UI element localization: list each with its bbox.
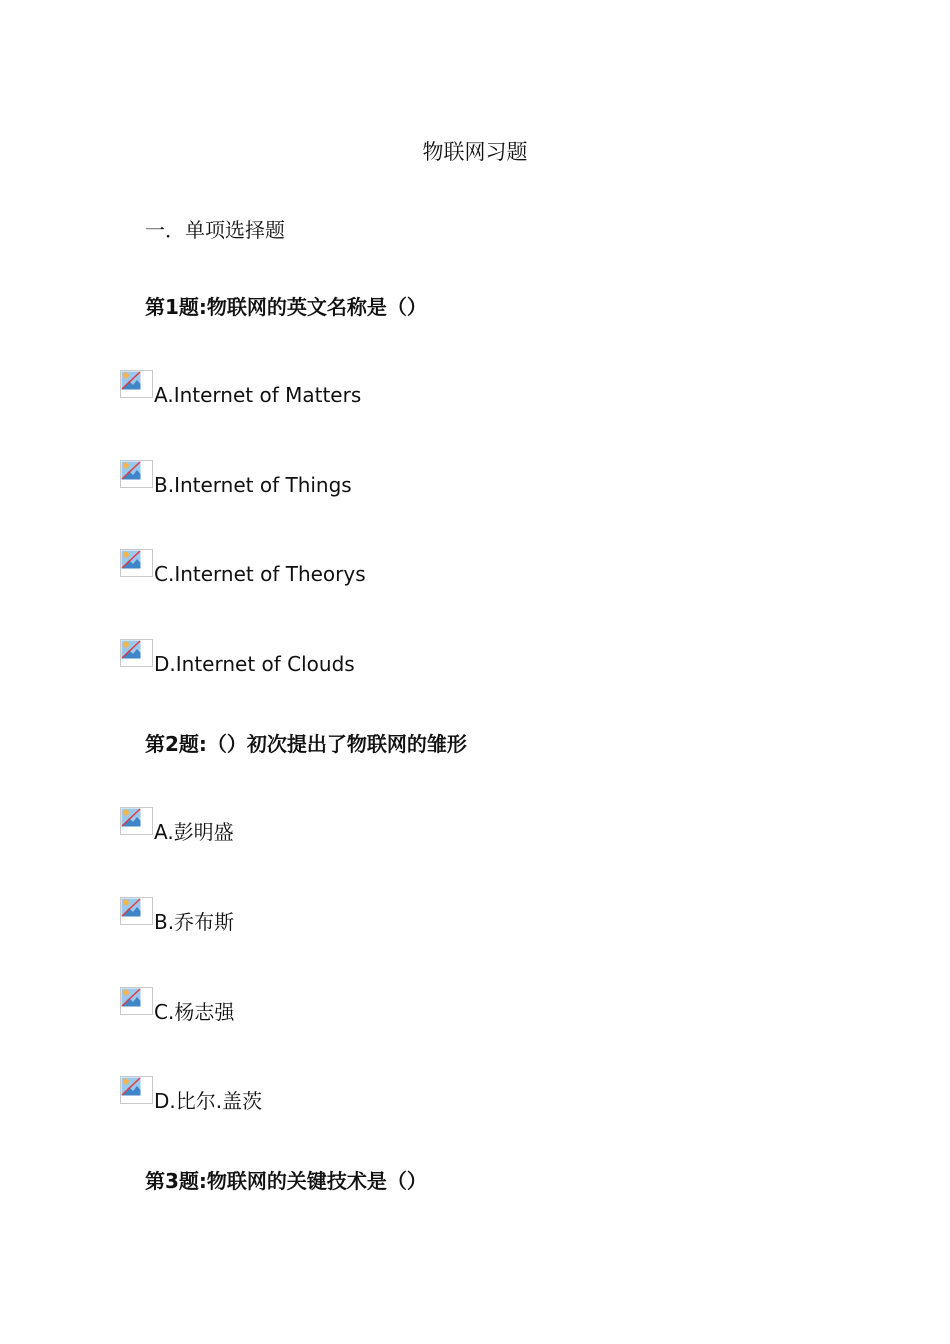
broken-image-icon [120, 639, 153, 667]
section-heading: 一．单项选择题 [145, 218, 285, 242]
broken-image-icon [120, 460, 153, 488]
question-1-option-a[interactable] [120, 370, 820, 407]
option-label: D.Internet of Clouds [154, 652, 355, 676]
option-label: A.彭明盛 [154, 820, 234, 844]
question-1-option-b[interactable] [120, 460, 820, 497]
broken-image-icon [120, 807, 153, 835]
question-3-label: 第3题:物联网的关键技术是（） [145, 1169, 427, 1193]
question-2-option-c[interactable] [120, 987, 820, 1024]
option-label: D.比尔.盖茨 [154, 1089, 263, 1113]
document-title: 物联网习题 [422, 140, 528, 164]
option-label: B.Internet of Things [154, 473, 352, 497]
broken-image-icon [120, 1076, 153, 1104]
question-2-label: 第2题:（）初次提出了物联网的雏形 [145, 732, 467, 756]
broken-image-icon [120, 987, 153, 1015]
question-2-option-b[interactable] [120, 897, 820, 934]
question-2-option-a[interactable] [120, 807, 820, 844]
option-label: B.乔布斯 [154, 910, 235, 934]
broken-image-icon [120, 549, 153, 577]
question-1-option-c[interactable] [120, 549, 820, 586]
question-2-option-d[interactable] [120, 1076, 820, 1113]
option-label: C.杨志强 [154, 1000, 235, 1024]
broken-image-icon [120, 897, 153, 925]
question-1-label: 第1题:物联网的英文名称是（） [145, 295, 427, 319]
option-label: A.Internet of Matters [154, 383, 362, 407]
option-label: C.Internet of Theorys [154, 562, 366, 586]
question-1-option-d[interactable] [120, 639, 820, 676]
broken-image-icon [120, 370, 153, 398]
